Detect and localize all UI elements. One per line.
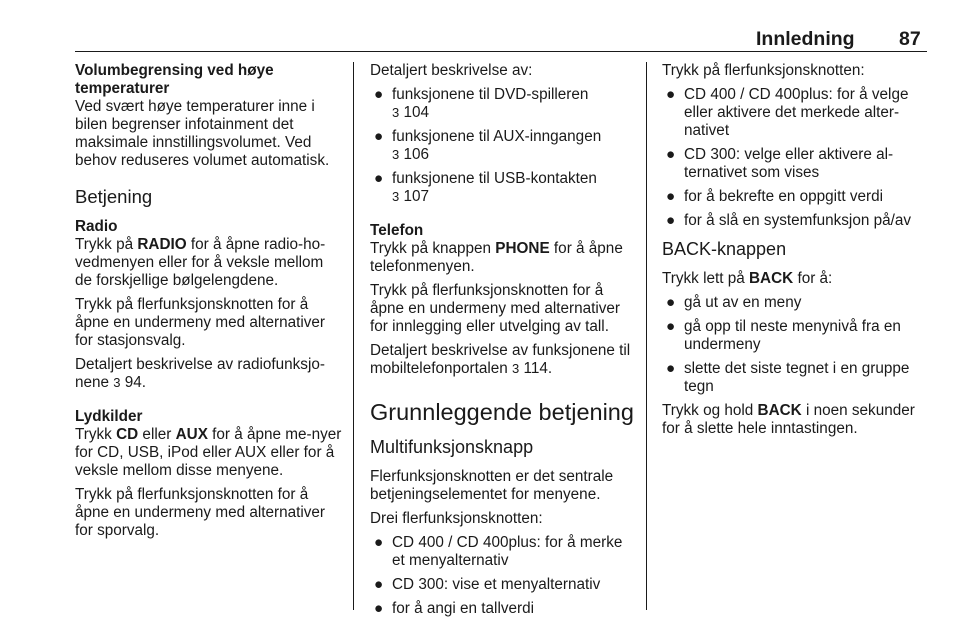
paragraph-radio-2: Trykk på flerfunksjonsknotten for å åpne en undermeny med alternativer for stasjonsvalg. — [75, 296, 326, 349]
heading-volume: Volumbegrensing ved høye temperaturer — [75, 62, 274, 97]
page-ref-arrow: 3 — [512, 361, 520, 376]
list-item: ● CD 400 / CD 400plus: for å velge eller aktivere det merkede alter-nativet — [666, 86, 909, 139]
paragraph-lydkilder: Trykk CD eller AUX for å åpne me-nyer for CD, USB, iPod eller AUX eller for å veksle mellom disse menyene. — [75, 426, 342, 479]
list-item: ● slette det siste tegnet i en gruppe tegn — [666, 360, 910, 395]
paragraph-back: Trykk lett på BACK for å: — [662, 270, 833, 287]
heading-radio: Radio — [75, 218, 118, 235]
paragraph-drei: Drei flerfunksjonsknotten: — [370, 510, 543, 527]
list-item: ● funksjonene til USB-kontakten 3 107 — [374, 170, 597, 205]
bullet-icon: ● — [374, 534, 384, 551]
bullet-list-press — [662, 86, 930, 230]
bullet-icon: ● — [374, 576, 384, 593]
heading-lydkilder: Lydkilder — [75, 408, 143, 425]
heading-telefon: Telefon — [370, 222, 424, 239]
bullet-icon: ● — [374, 128, 384, 145]
page-ref-arrow: 3 — [392, 189, 400, 204]
page-ref-arrow: 3 — [392, 105, 400, 120]
bullet-icon: ● — [374, 86, 384, 103]
list-item: ● CD 300: velge eller aktivere al-ternativet som vises — [666, 146, 894, 181]
paragraph-telefon: Trykk på knappen PHONE for å åpne telefonmenyen. — [370, 240, 623, 275]
paragraph-multi: Flerfunksjonsknotten er det sentrale betjeningselementet for menyene. — [370, 468, 614, 503]
bullet-list-details — [370, 86, 638, 206]
bullet-icon: ● — [666, 360, 676, 377]
list-item: ● CD 400 / CD 400plus: for å merke et menyalternativ — [374, 534, 623, 569]
header-rule — [75, 51, 927, 52]
list-item: ● CD 300: vise et menyalternativ — [374, 576, 601, 593]
bullet-list-back — [662, 294, 930, 396]
phone-button-label: PHONE — [495, 240, 550, 257]
paragraph-hold: Trykk og hold BACK i noen sekunder for å slette hele inntastingen. — [662, 402, 915, 437]
heading-betjening: Betjening — [75, 186, 153, 207]
cd-button-label: CD — [116, 426, 139, 443]
paragraph-telefon-3: Detaljert beskrivelse av funksjonene til mobiltelefonportalen 3 114. — [370, 342, 631, 377]
list-item: ● funksjonene til DVD-spilleren 3 104 — [374, 86, 589, 121]
bullet-icon: ● — [374, 170, 384, 187]
column-2 — [370, 62, 638, 624]
bullet-icon: ● — [666, 318, 676, 335]
list-item: ● for å slå en systemfunksjon på/av — [666, 212, 912, 229]
radio-button-label: RADIO — [137, 236, 187, 253]
bullet-list-drei — [370, 534, 638, 618]
paragraph-press: Trykk på flerfunksjonsknotten: — [662, 62, 865, 79]
paragraph-radio: Trykk på RADIO for å åpne radio-ho-vedmenyen eller for å veksle mellom de forskjellige bølgelengdene. — [75, 236, 326, 289]
list-item: ● for å angi en tallverdi — [374, 600, 535, 617]
bullet-icon: ● — [666, 146, 676, 163]
page-ref-arrow: 3 — [392, 147, 400, 162]
paragraph-telefon-2: Trykk på flerfunksjonsknotten for å åpne en undermeny med alternativer for innlegging eller utvelging av tall. — [370, 282, 621, 335]
list-item: ● gå opp til neste menynivå fra en undermeny — [666, 318, 901, 353]
bullet-icon: ● — [374, 600, 384, 617]
column-divider — [353, 62, 354, 610]
column-divider — [646, 62, 647, 610]
bullet-icon: ● — [666, 294, 676, 311]
heading-back: BACK-knappen — [662, 239, 787, 259]
bullet-icon: ● — [666, 188, 676, 205]
column-3 — [662, 62, 930, 444]
column-1 — [75, 62, 343, 546]
list-item: ● for å bekrefte en oppgitt verdi — [666, 188, 883, 205]
heading-grunnleggende: Grunnleggende betjening — [370, 399, 634, 425]
back-button-label: BACK — [749, 270, 794, 287]
paragraph-lydkilder-2: Trykk på flerfunksjonsknotten for å åpne en undermeny med alternativer for sporvalg. — [75, 486, 326, 539]
bullet-icon: ● — [666, 212, 676, 229]
paragraph-volume: Ved svært høye temperaturer inne i bilen begrenser infotainment det maksimale innstillingsvolumet. Ved behov reduseres volumet automatisk. — [75, 98, 330, 169]
heading-multifunksjon: Multifunksjonsknapp — [370, 437, 534, 457]
aux-button-label: AUX — [175, 426, 208, 443]
back-button-label: BACK — [757, 402, 802, 419]
section-title: Innledning — [756, 28, 855, 50]
page-header — [0, 24, 960, 52]
list-item: ● gå ut av en meny — [666, 294, 802, 311]
bullet-icon: ● — [666, 86, 676, 103]
page-ref-arrow: 3 — [113, 375, 121, 390]
paragraph-intro: Detaljert beskrivelse av: — [370, 62, 533, 79]
page-number: 87 — [899, 28, 921, 50]
paragraph-radio-3: Detaljert beskrivelse av radiofunksjo-nene 3 94. — [75, 356, 325, 391]
list-item: ● funksjonene til AUX-inngangen 3 106 — [374, 128, 602, 163]
